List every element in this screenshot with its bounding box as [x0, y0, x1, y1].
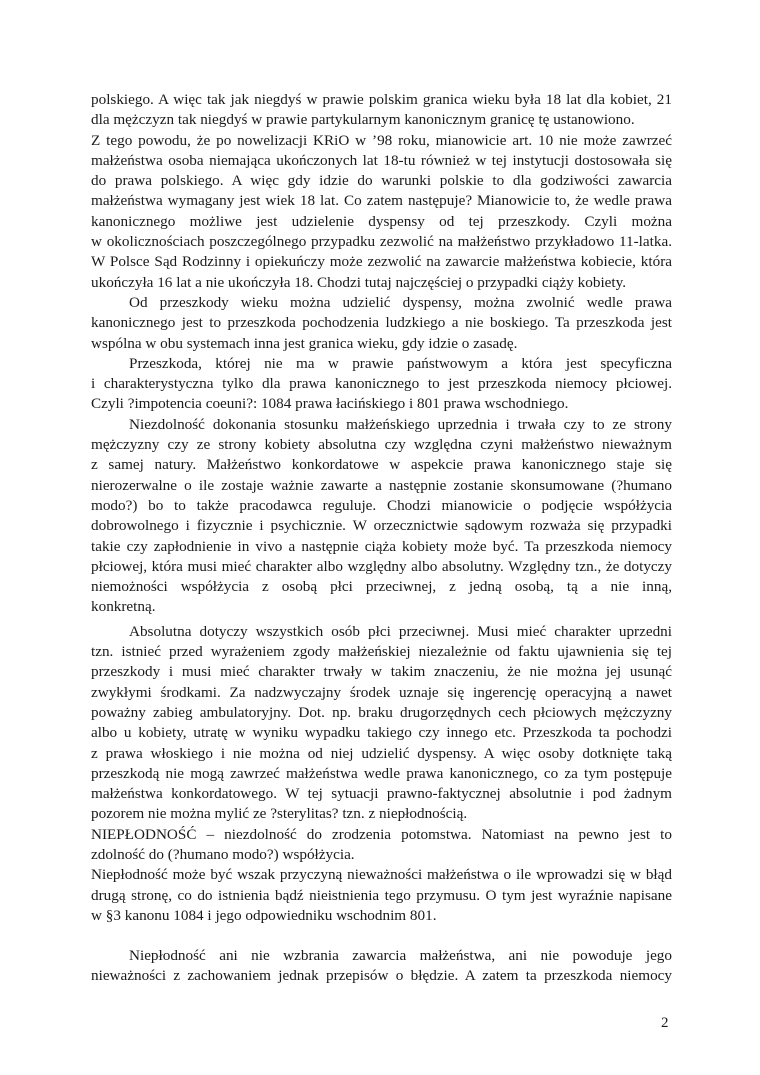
text-line: w okolicznościach poszczególnego przypadku zezwolić na małżeństwo przykładowo 11-latka. [91, 233, 672, 251]
text-line: dobrowolnego i fizycznie i psychicznie. W orzecznictwie sądowym rozważa się przypadki [91, 517, 672, 535]
paragraph [91, 622, 672, 825]
text-line: nierozerwalne o ile zostaje ważnie zawarte a następnie zostanie skonsumowane (?humano [91, 476, 672, 494]
text-line: niemożności współżycia z osobą płci przeciwnej, z jedną osobą, tą a nie inną, [91, 578, 672, 596]
text-line: Przeszkoda, której nie ma w prawie państwowym a która jest specyficzna [129, 354, 672, 372]
text-line: Niezdolność dokonania stosunku małżeńskiego uprzednia i trwała czy to ze strony [129, 415, 672, 433]
text-line: konkretną. [91, 598, 156, 616]
text-line: Z tego powodu, że po nowelizacji KRiO w ’98 roku, mianowicie art. 10 nie może zawrzeć [91, 131, 672, 149]
text-line: W Polsce Sąd Rodzinny i opiekuńczy może zezwolić na zawarcie małżeństwa kobiecie, która [91, 253, 672, 271]
text-line: albo u kobiety, utratę w wyniku wypadku takiego czy innego etc. Przeszkoda ta pochodzi [91, 724, 672, 742]
text-line: dla mężczyzn tak niegdyś w prawie partykularnym kanonicznym granicę tę ustanowiono. [91, 111, 635, 129]
text-line: małżeństwa wymagany jest wiek 18 lat. Co zatem następuje? Mianowicie to, że wedle prawa [91, 192, 672, 210]
text-line: poważny zabieg ambulatoryjny. Dot. np. braku drugorzędnych cech płciowych mężczyzny [91, 703, 672, 721]
text-line: zwykłymi środkami. Za nadzwyczajny środek uznaje się ingerencję operacyjną a nawet [91, 683, 672, 701]
text-line: przeszkody i musi mieć charakter trwały w takim znaczeniu, że nie można jej usunąć [91, 663, 672, 681]
text-line: w §3 kanonu 1084 i jego odpowiedniku wschodnim 801. [91, 906, 437, 924]
paragraph [91, 293, 672, 354]
text-line: Niepłodność ani nie wzbrania zawarcia małżeństwa, ani nie powoduje jego [129, 947, 672, 965]
paragraph [91, 415, 672, 618]
text-line: małżeństwa osoba niemająca ukończonych lat 18-tu również w tej instytucji dostosowała się [91, 151, 672, 169]
text-line: nieważności z zachowaniem jednak przepisów o błędzie. A zatem ta przeszkoda niemocy [91, 967, 672, 985]
text-line: zdolność do (?humano modo?) współżycia. [91, 845, 355, 863]
text-line: polskiego. A więc tak jak niegdyś w prawie polskim granica wieku była 18 lat dla kobiet, 21 [91, 91, 672, 108]
text-line: do prawa polskiego. A więc gdy idzie do warunki polskie to dla godziwości zawarcia [91, 172, 672, 190]
text-line: modo?) bo to także pracodawca reguluje. Chodzi mianowicie o podjęcie współżycia [91, 496, 672, 514]
text-line: NIEPŁODNOŚĆ – niezdolność do zrodzenia potomstwa. Natomiast na pewno jest to [91, 825, 672, 843]
text-line: mężczyzny czy ze strony kobiety absolutna czy względna czyni małżeństwo nieważnym [91, 436, 672, 454]
text-line: wspólna w obu systemach inna jest granica wieku, gdy idzie o zasadę. [91, 334, 518, 352]
text-line: ukończyła 16 lat a nie ukończyła 18. Chodzi tutaj najczęściej o przypadki ciąży kobiety. [91, 273, 627, 291]
paragraph [91, 946, 672, 987]
text-line: kanonicznego możliwe jest udzielenie dyspensy od tej przeszkody. Czyli można [91, 212, 672, 230]
text-line: małżeństwa konkordatowego. W tej sytuacji prawno-faktycznej absolutnie i pod żadnym [91, 785, 672, 803]
paragraph [91, 825, 672, 866]
text-line: z samej natury. Małżeństwo konkordatowe w aspekcie prawa kanonicznego staje się [91, 456, 672, 474]
paragraph [91, 865, 672, 926]
text-line: Od przeszkody wieku można udzielić dyspensy, można zwolnić wedle prawa [129, 293, 672, 311]
paragraph [91, 131, 672, 293]
text-line: Czyli ?impotencia coeuni?: 1084 prawa łacińskiego i 801 prawa wschodniego. [91, 395, 569, 413]
page-number: 2 [661, 1015, 669, 1031]
text-line: pozorem nie można mylić ze ?sterylitas? tzn. z niepłodnością. [91, 805, 468, 823]
text-line: przeszkodą nie mogą zawrzeć małżeństwa wedle prawa kanonicznego, co za tym postępuje [91, 764, 672, 782]
text-line: z prawa włoskiego i nie można od niej udzielić dyspensy. A więc osoby dotknięte taką [91, 744, 672, 762]
text-line: i charakterystyczna tylko dla prawa kanonicznego to jest przeszkoda niemocy płciowej. [91, 375, 672, 393]
blank-line [91, 926, 672, 946]
paragraph [91, 354, 672, 415]
text-line: takie czy zapłodnienie in vivo a następnie ciąża kobiety może być. Ta przeszkoda niemocy [91, 537, 672, 555]
text-line: tzn. istnieć przed wyrażeniem zgody małżeńskiej niezależnie od faktu ujawnienia się tej [91, 643, 672, 661]
text-line: płciowej, która musi mieć charakter albo względny albo absolutny. Względny tzn., że dotyczy [91, 557, 672, 575]
text-line: kanonicznego jest to przeszkoda pochodzenia ludzkiego a nie boskiego. Ta przeszkoda jest [91, 314, 672, 332]
text-line: drugą stronę, co do istnienia bądź nieistnienia tego przymusu. O tym jest wyraźnie napisane [91, 886, 672, 904]
text-line: Niepłodność może być wszak przyczyną nieważności małżeństwa o ile wprowadzi się w błąd [91, 866, 672, 884]
document-body [91, 90, 672, 987]
paragraph [91, 90, 672, 131]
text-line: Absolutna dotyczy wszystkich osób płci przeciwnej. Musi mieć charakter uprzedni [129, 622, 672, 640]
